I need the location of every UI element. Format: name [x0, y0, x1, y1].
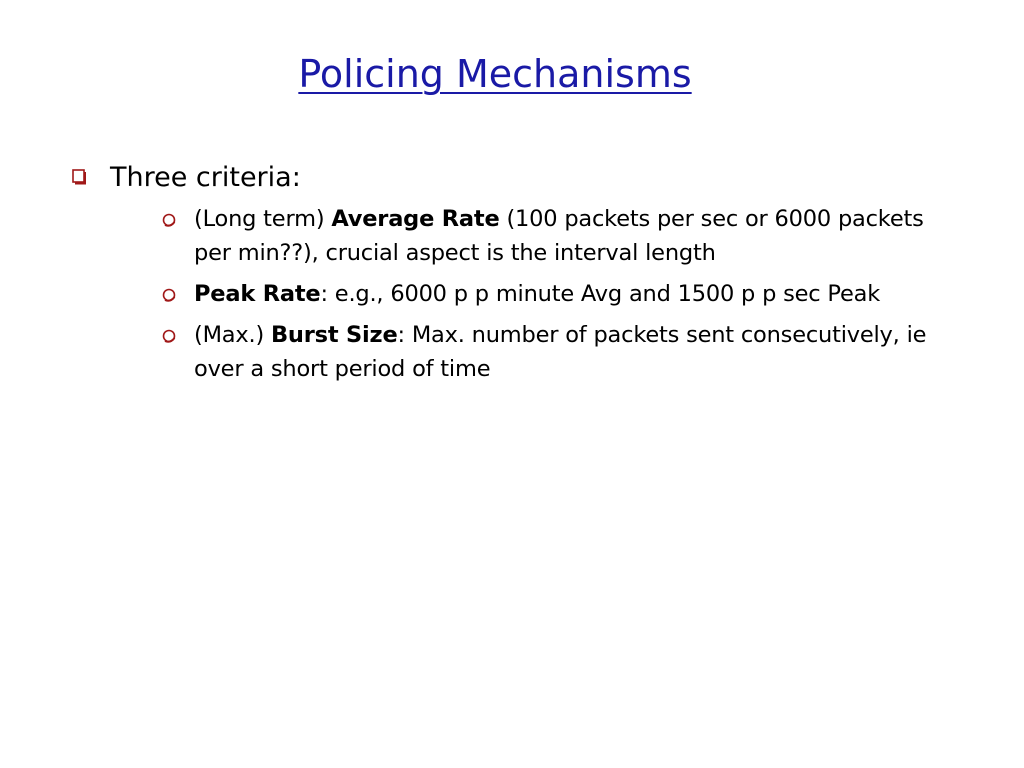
main-bullet-text: Three criteria:: [110, 162, 301, 193]
slide-title: Policing Mechanisms: [298, 52, 692, 96]
criterion-average-rate: [154, 202, 934, 270]
criterion-prefix: (Max.): [194, 322, 271, 348]
main-bullet: [70, 158, 970, 386]
criterion-term: Average Rate: [331, 206, 500, 232]
criterion-description: : Max. number of packets sent consecutively, ie over a short period of time: [194, 322, 927, 382]
criterion-term: Peak Rate: [194, 281, 321, 307]
criteria-list: [154, 202, 934, 386]
circle-bullet-icon: [162, 329, 177, 343]
criterion-peak-rate: [154, 277, 934, 311]
square-bullet-icon: [72, 169, 88, 185]
circle-bullet-icon: [162, 213, 177, 227]
criterion-prefix: (Long term): [194, 206, 332, 232]
criterion-description: : e.g., 6000 p p minute Avg and 1500 p p sec Peak: [320, 281, 881, 307]
circle-bullet-icon: [162, 288, 177, 302]
criterion-burst-size: [154, 318, 934, 386]
bullet-list: [70, 158, 970, 393]
criterion-term: Burst Size: [270, 322, 398, 348]
criterion-description: (100 packets per sec or 6000 packets per min??), crucial aspect is the interval length: [194, 206, 924, 266]
